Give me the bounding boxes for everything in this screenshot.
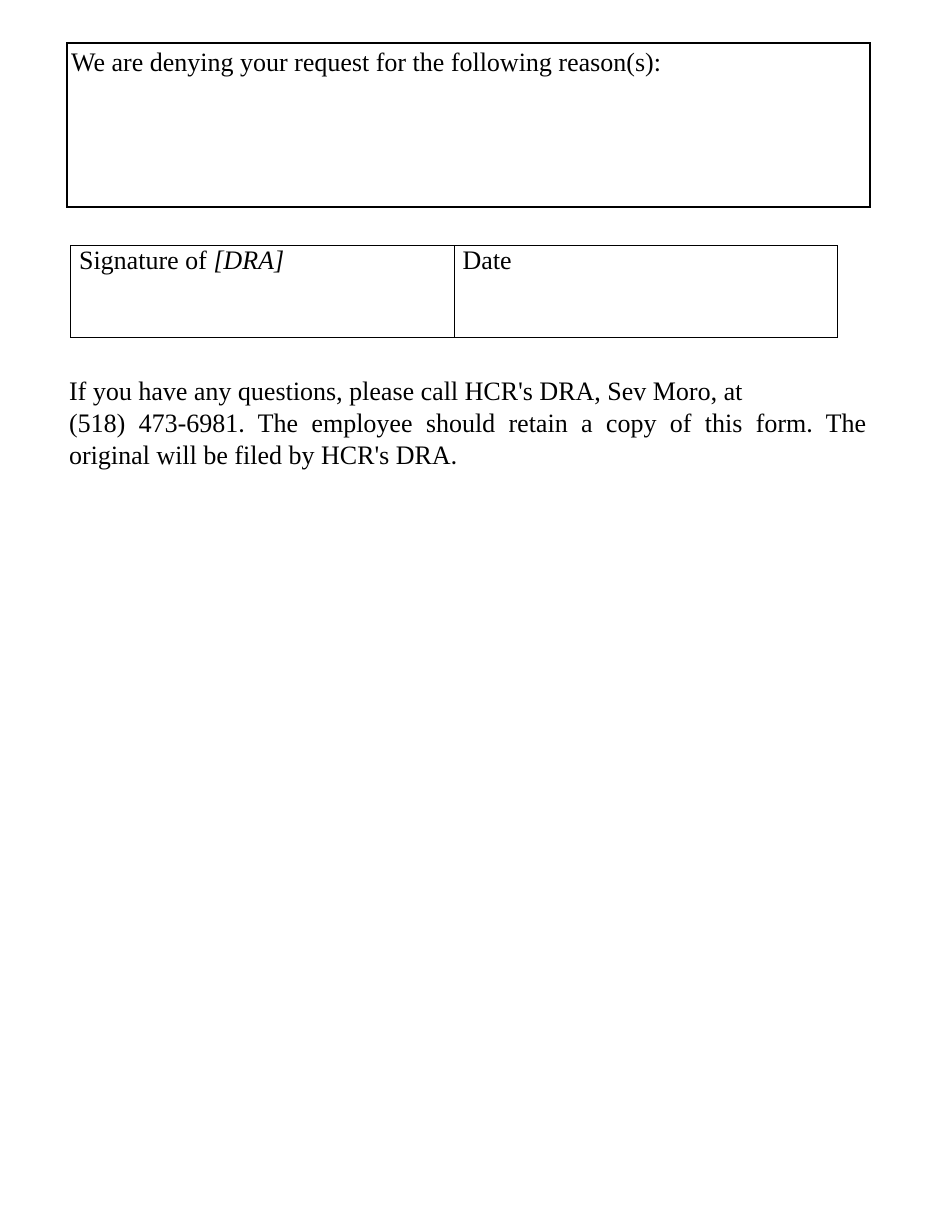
date-label: Date — [462, 246, 512, 275]
signature-label — [71, 246, 454, 276]
date-field[interactable] — [454, 246, 838, 338]
signature-date-row — [71, 246, 838, 338]
contact-note-line: original will be filed by HCR's DRA. — [69, 441, 458, 470]
signature-label-prefix: Signature of — [79, 246, 214, 275]
contact-note-line: If you have any questions, please call HCR's DRA, Sev Moro, at — [69, 377, 743, 406]
signature-role: [DRA] — [213, 246, 285, 275]
contact-note-line: (518) 473-6981. The employee should retain a copy of this form. The — [69, 409, 866, 438]
signature-field[interactable] — [71, 246, 455, 338]
denial-reasons-label: We are denying your request for the following reason(s): — [71, 48, 661, 77]
contact-note — [69, 376, 866, 472]
denial-reasons-box[interactable] — [66, 42, 871, 208]
signature-date-table — [70, 245, 838, 338]
